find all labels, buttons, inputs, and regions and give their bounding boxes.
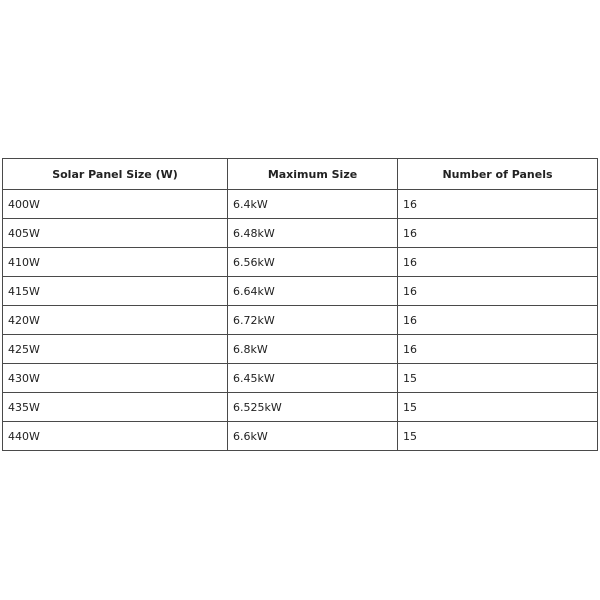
cell-number-of-panels: 16 [398, 277, 598, 306]
cell-panel-size: 440W [3, 422, 228, 451]
cell-maximum-size: 6.72kW [228, 306, 398, 335]
cell-maximum-size: 6.48kW [228, 219, 398, 248]
table-row [3, 277, 598, 306]
cell-panel-size: 430W [3, 364, 228, 393]
cell-number-of-panels: 16 [398, 306, 598, 335]
table-row [3, 364, 598, 393]
cell-panel-size: 425W [3, 335, 228, 364]
table-header-row [3, 159, 598, 190]
cell-number-of-panels: 16 [398, 190, 598, 219]
cell-number-of-panels: 16 [398, 335, 598, 364]
table-row [3, 422, 598, 451]
cell-panel-size: 435W [3, 393, 228, 422]
table-row [3, 335, 598, 364]
cell-panel-size: 410W [3, 248, 228, 277]
cell-panel-size: 400W [3, 190, 228, 219]
cell-number-of-panels: 16 [398, 248, 598, 277]
cell-number-of-panels: 15 [398, 364, 598, 393]
cell-number-of-panels: 15 [398, 393, 598, 422]
cell-number-of-panels: 15 [398, 422, 598, 451]
solar-panel-table [2, 158, 598, 451]
solar-panel-table-container [2, 158, 597, 451]
table-row [3, 248, 598, 277]
cell-panel-size: 415W [3, 277, 228, 306]
header-number-of-panels: Number of Panels [398, 159, 598, 190]
cell-maximum-size: 6.6kW [228, 422, 398, 451]
cell-maximum-size: 6.8kW [228, 335, 398, 364]
cell-maximum-size: 6.56kW [228, 248, 398, 277]
cell-number-of-panels: 16 [398, 219, 598, 248]
header-maximum-size: Maximum Size [228, 159, 398, 190]
table-row [3, 190, 598, 219]
header-solar-panel-size: Solar Panel Size (W) [3, 159, 228, 190]
cell-maximum-size: 6.64kW [228, 277, 398, 306]
table-row [3, 393, 598, 422]
cell-maximum-size: 6.4kW [228, 190, 398, 219]
cell-panel-size: 405W [3, 219, 228, 248]
cell-maximum-size: 6.525kW [228, 393, 398, 422]
cell-maximum-size: 6.45kW [228, 364, 398, 393]
table-row [3, 306, 598, 335]
table-row [3, 219, 598, 248]
cell-panel-size: 420W [3, 306, 228, 335]
